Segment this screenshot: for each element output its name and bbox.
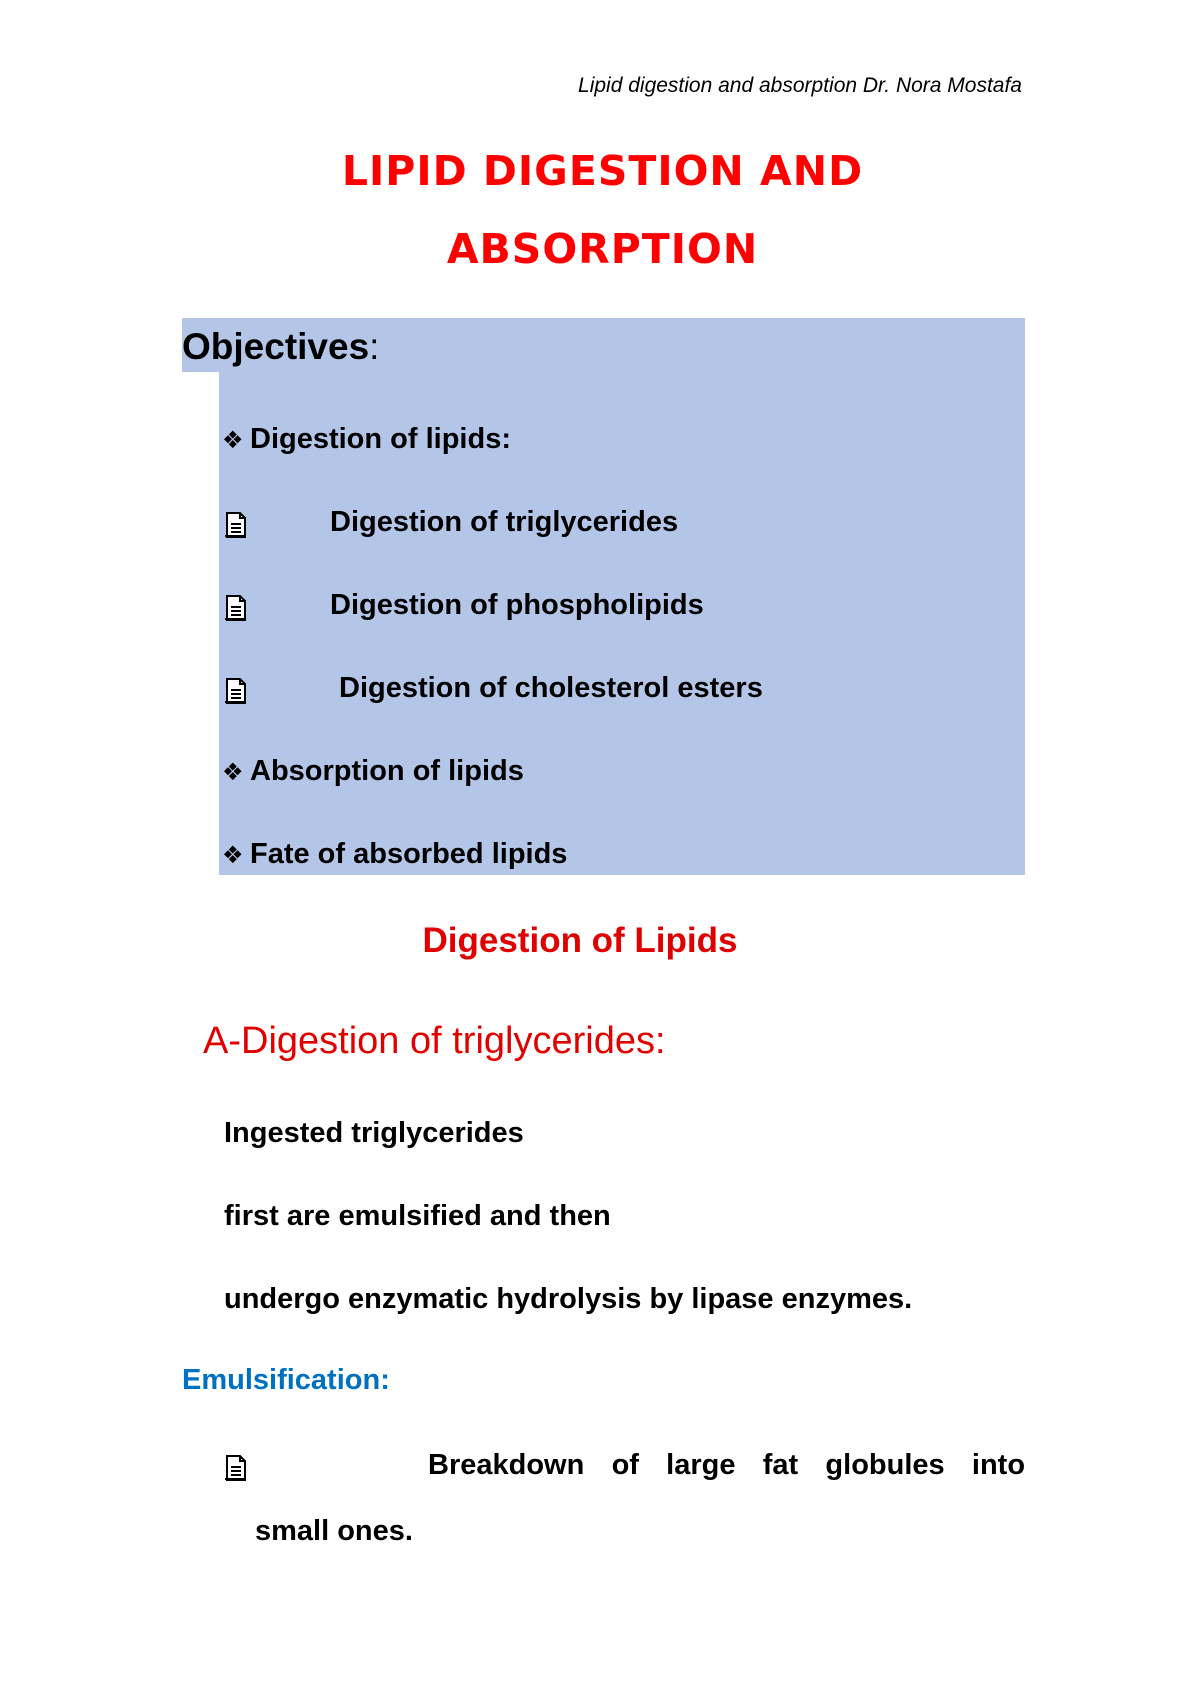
- emulsification-heading: Emulsification:: [182, 1364, 390, 1396]
- objective-item-text: Digestion of lipids:: [250, 423, 511, 455]
- objective-item: [222, 838, 567, 871]
- objective-item: Digestion of triglycerides: [330, 506, 679, 538]
- diamond-bullet-icon: ❖: [222, 842, 244, 869]
- document-title-line-2: ABSORPTION: [446, 225, 759, 273]
- objective-item-text: Fate of absorbed lipids: [250, 838, 568, 870]
- bullet-word: large: [666, 1449, 736, 1481]
- paragraph-line: Ingested triglycerides: [224, 1117, 524, 1149]
- page-bullet-icon: [225, 1455, 247, 1481]
- objectives-heading-text: Objectives: [182, 326, 370, 367]
- page-bullet-icon: [225, 512, 247, 538]
- bullet-word: into: [971, 1449, 1026, 1481]
- bullet-word: fat: [762, 1449, 799, 1481]
- paragraph-line: first are emulsified and then: [224, 1200, 611, 1232]
- bullet-word: Breakdown: [428, 1449, 585, 1481]
- objective-item: [222, 755, 524, 788]
- objectives-heading: [182, 326, 379, 368]
- bullet-word: of: [611, 1449, 639, 1481]
- section-title: Digestion of Lipids: [422, 921, 738, 960]
- objectives-heading-colon: :: [369, 326, 380, 367]
- page-bullet-icon: [225, 678, 247, 704]
- emulsification-bullet-text: [428, 1449, 1025, 1482]
- objective-item: Digestion of phospholipids: [330, 589, 704, 621]
- document-title-line-1: LIPID DIGESTION AND: [341, 147, 864, 195]
- subsection-title: A-Digestion of triglycerides:: [203, 1020, 666, 1062]
- objective-item: [222, 423, 511, 456]
- paragraph-line: undergo enzymatic hydrolysis by lipase enzymes.: [224, 1283, 913, 1315]
- diamond-bullet-icon: ❖: [222, 759, 244, 786]
- running-header: Lipid digestion and absorption Dr. Nora Mostafa: [578, 74, 1022, 97]
- diamond-bullet-icon: ❖: [222, 427, 244, 454]
- emulsification-bullet-continuation: small ones.: [255, 1515, 413, 1547]
- objective-item: Digestion of cholesterol esters: [339, 672, 763, 704]
- page-bullet-icon: [225, 595, 247, 621]
- bullet-word: globules: [825, 1449, 945, 1481]
- objective-item-text: Absorption of lipids: [250, 755, 524, 787]
